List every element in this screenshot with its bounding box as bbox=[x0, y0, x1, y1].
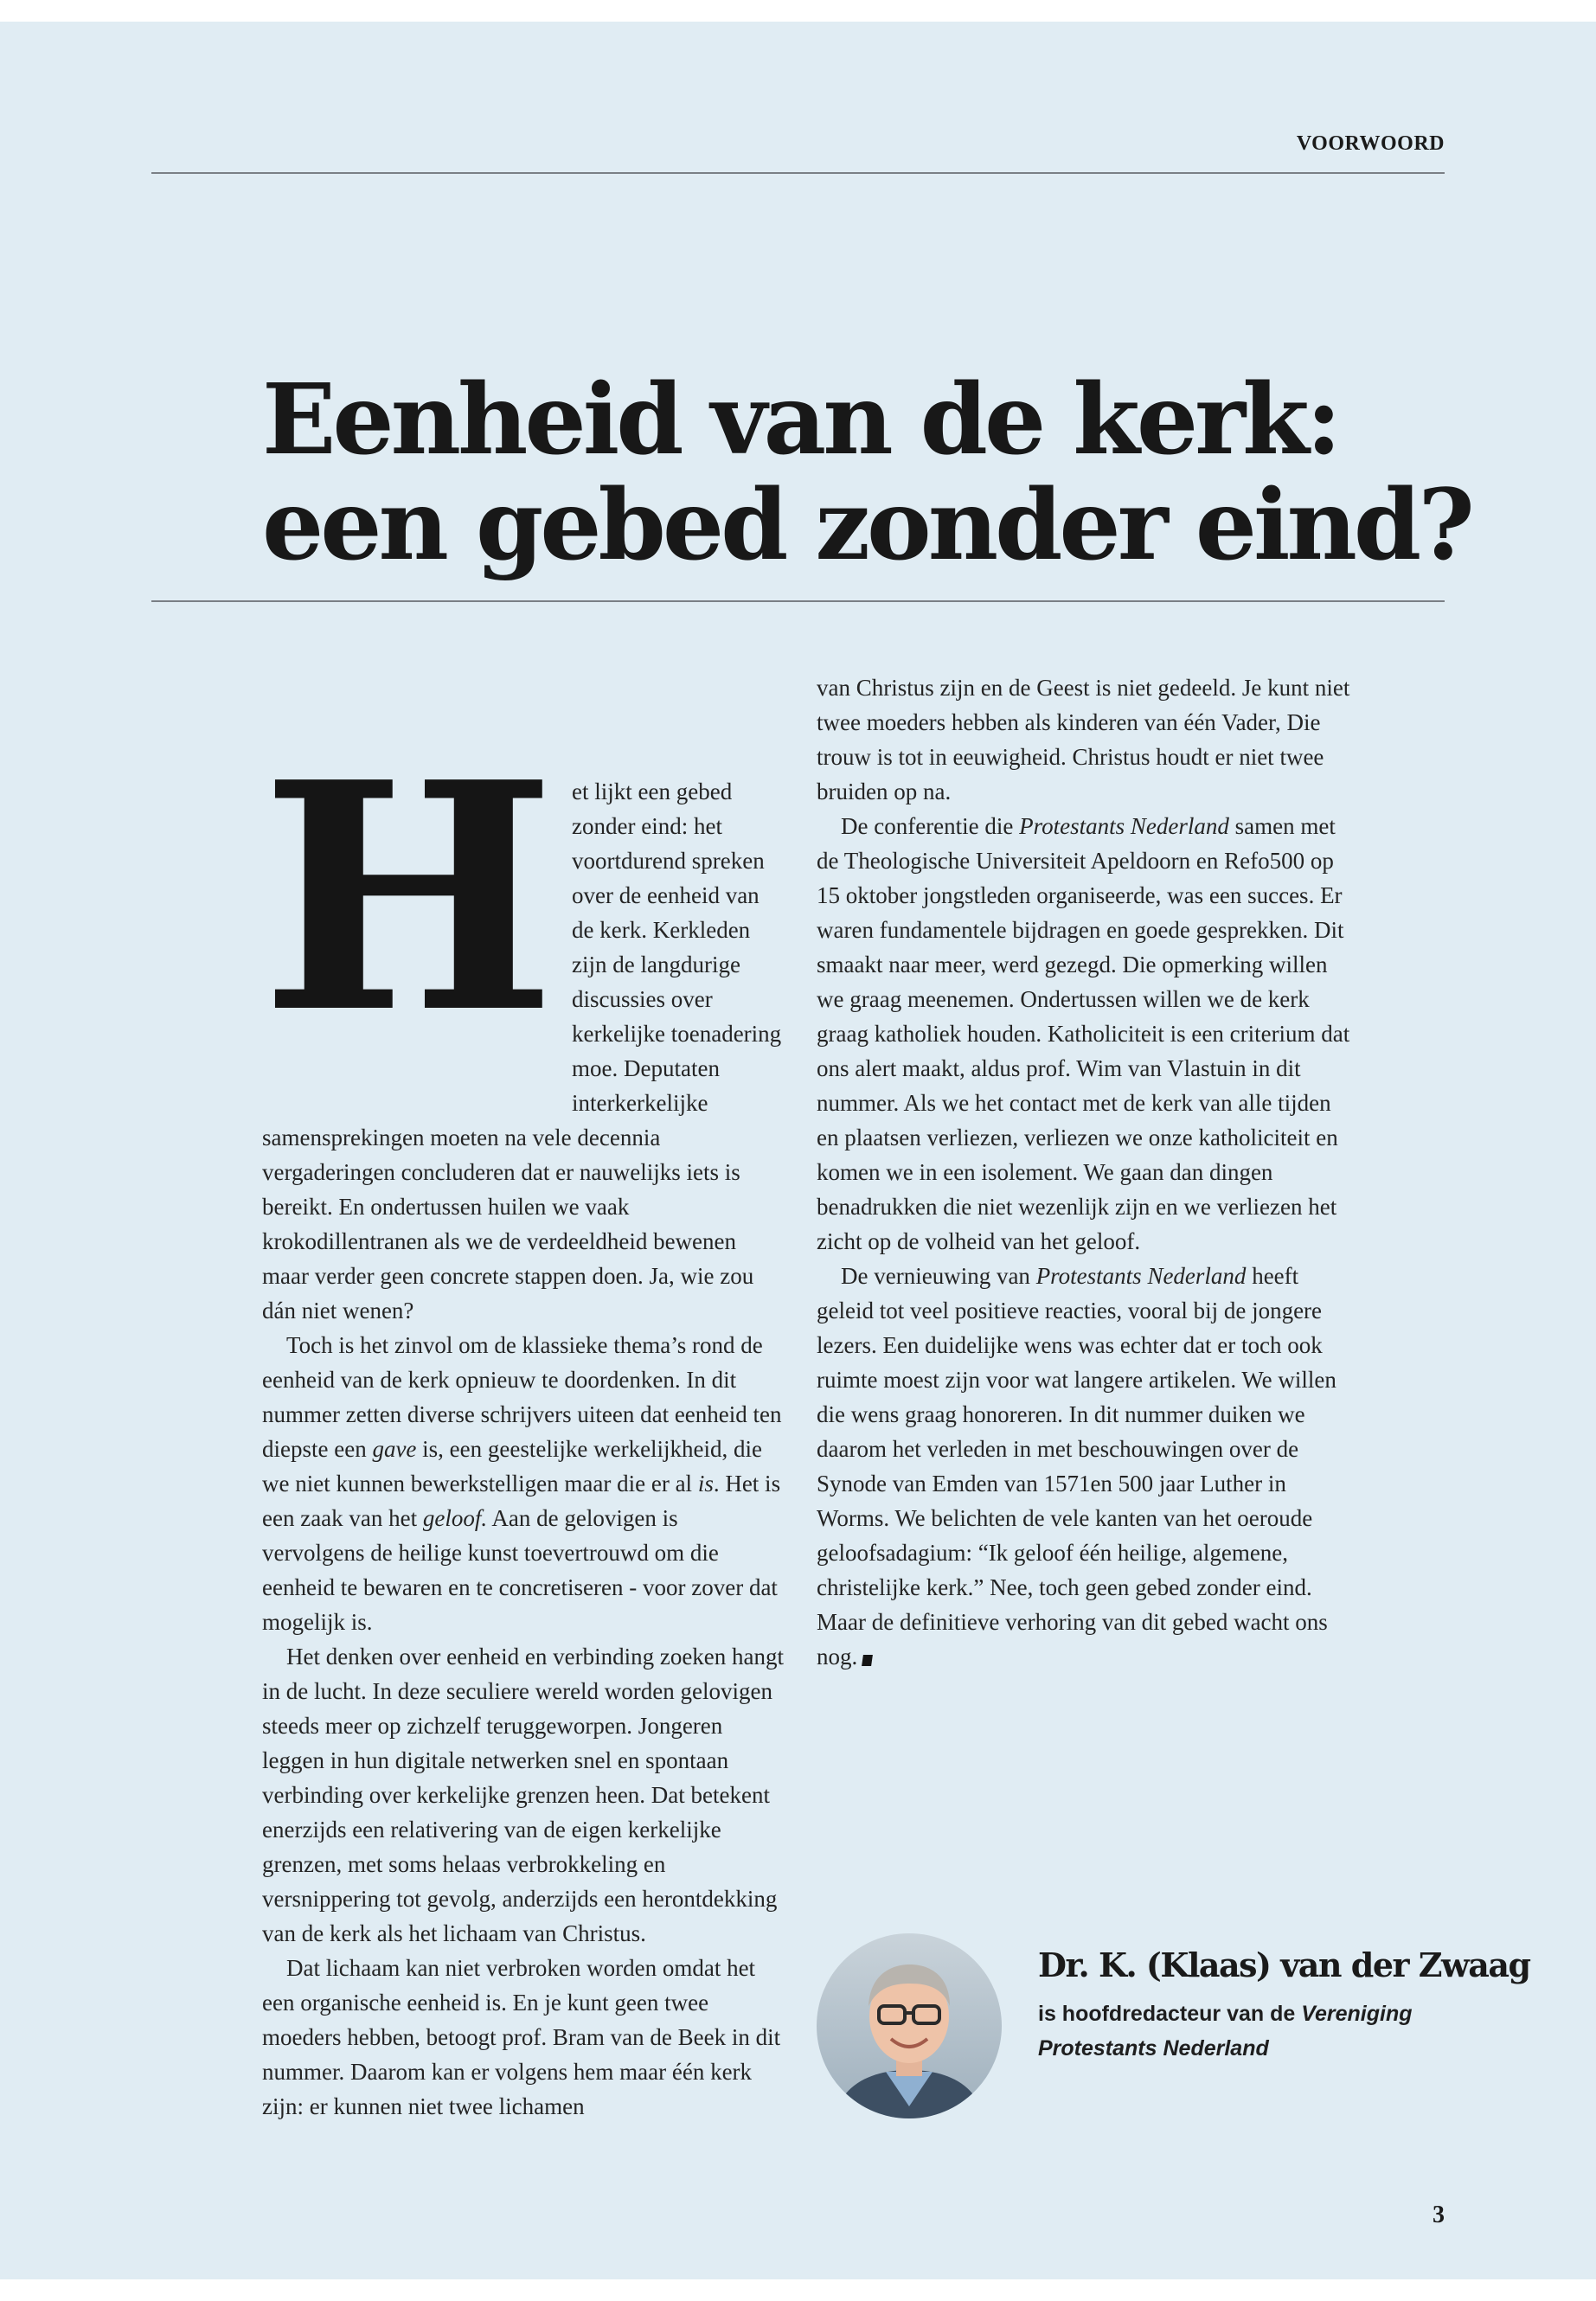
paragraph-6: De vernieuwing van Protestants Nederland heeft geleid tot veel positieve reacties, vooral bij de jongere lezers. Een duidelijke wens was echter dat er toch ook ruimte moest zijn voor wat langere artikelen. We willen die wens graag honoreren. In dit nummer duiken we daarom het verleden in met beschouwingen over de Synode van Emden van 1571en 500 jaar Luther in Worms. We belichten de vele kanten van het oeroude geloofsadagium: “Ik geloof één heilige, algemene, christelijke kerk.” Nee, toch geen gebed zonder eind. Maar de definitieve verhoring van dit gebed wacht ons nog. bbox=[817, 1263, 1336, 1670]
headline-line-1: Eenheid van de kerk: bbox=[262, 363, 1339, 477]
paragraph-1: et lijkt een gebed zonder eind: het voortdurend spreken over de eenheid van de kerk. Kerkleden zijn de langdurige discussies over kerkelijke toenadering moe. Deputaten interkerkelijke samensprekingen moeten na vele decennia vergaderingen concluderen dat er nauwelijks iets is bereikt. En ondertussen huilen we vaak krokodillentranen als we de verdeeldheid bewenen maar verder geen concrete stappen doen. Ja, wie zou dán niet wenen? bbox=[262, 779, 782, 1324]
paragraph-4-continued: van Christus zijn en de Geest is niet gedeeld. Je kunt niet twee moeders hebben als kinderen van één Vader, Die trouw is tot in eeuwigheid. Christus houdt er niet twee bruiden op na. bbox=[817, 675, 1350, 804]
paragraph-3: Het denken over eenheid en verbinding zoeken hangt in de lucht. In deze seculiere wereld worden gelovigen steeds meer op zichzelf teruggeworpen. Jongeren leggen in hun digitale netwerken snel en spontaan verbinding over kerkelijke grenzen heen. Dat betekent enerzijds een relativering van de eigen kerkelijke grenzen, met soms helaas verbrokkeling en versnippering tot gevolg, anderzijds een herontdekking van de kerk als het lichaam van Christus. bbox=[262, 1644, 785, 1946]
article-column-right bbox=[817, 670, 1353, 1674]
section-label: VOORWOORD bbox=[1296, 132, 1445, 155]
emphasis-geloof: geloof. bbox=[422, 1505, 488, 1531]
headline bbox=[262, 363, 1471, 582]
emphasis-is: is bbox=[697, 1471, 714, 1497]
headline-line-2: een gebed zonder eind? bbox=[262, 469, 1471, 582]
drop-cap: H bbox=[260, 715, 557, 1082]
author-role: is hoofdredacteur van de Vereniging Protestants Nederland bbox=[1038, 2002, 1413, 2061]
paragraph-2: Toch is het zinvol om de klassieke thema’s rond de eenheid van de kerk opnieuw te doordenken. In dit nummer zetten diverse schrijvers uiteen dat eenheid ten diepste een gave is, een geestelijke werkelijkheid, die we niet kunnen bewerkstelligen maar die er al is. Het is een zaak van het geloof. Aan de gelovigen is vervolgens de heilige kunst toevertrouwd om die eenheid te bewaren en te concretiseren - voor zover dat mogelijk is. bbox=[262, 1332, 782, 1635]
author-portrait-icon bbox=[817, 1933, 1002, 2118]
article-column-left bbox=[260, 715, 785, 2124]
author-photo bbox=[817, 1933, 1002, 2118]
author-organisation: Vereniging Protestants Nederland bbox=[1038, 2002, 1413, 2061]
paragraph-4-start: Dat lichaam kan niet verbroken worden omdat het een organische eenheid is. En je kunt geen twee moeders hebben, betoogt prof. Bram van de Beek in dit nummer. Daarom kan er volgens hem maar één kerk zijn: er kunnen niet twee lichamen bbox=[262, 1955, 781, 2119]
emphasis-protestants-nederland: Protestants Nederland bbox=[1035, 1263, 1247, 1289]
page-number: 3 bbox=[1433, 2202, 1445, 2228]
paragraph-5: De conferentie die Protestants Nederland samen met de Theologische Universiteit Apeldoorn en Refo500 op 15 oktober jongstleden organiseerde, was een succes. Er waren fundamentele bijdragen en goede gesprekken. Dit smaakt naar meer, werd gezegd. Die opmerking willen we graag meenemen. Ondertussen willen we de kerk graag katholiek houden. Katholiciteit is een criterium dat ons alert maakt, aldus prof. Wim van Vlastuin in dit nummer. Als we het contact met de kerk van alle tijden en plaatsen verliezen, verliezen we onze katholiciteit en komen we in een isolement. We gaan dan dingen benadrukken die niet wezenlijk zijn en we verliezen het zicht op de volheid van het geloof. bbox=[817, 813, 1350, 1254]
emphasis-gave: gave bbox=[372, 1436, 417, 1462]
end-mark-icon bbox=[862, 1655, 873, 1666]
emphasis-protestants-nederland: Protestants Nederland bbox=[1019, 813, 1229, 839]
top-divider bbox=[151, 172, 1445, 174]
page bbox=[0, 22, 1596, 2279]
headline-divider bbox=[151, 600, 1445, 602]
author-name: Dr. K. (Klaas) van der Zwaag bbox=[1038, 1945, 1530, 1984]
